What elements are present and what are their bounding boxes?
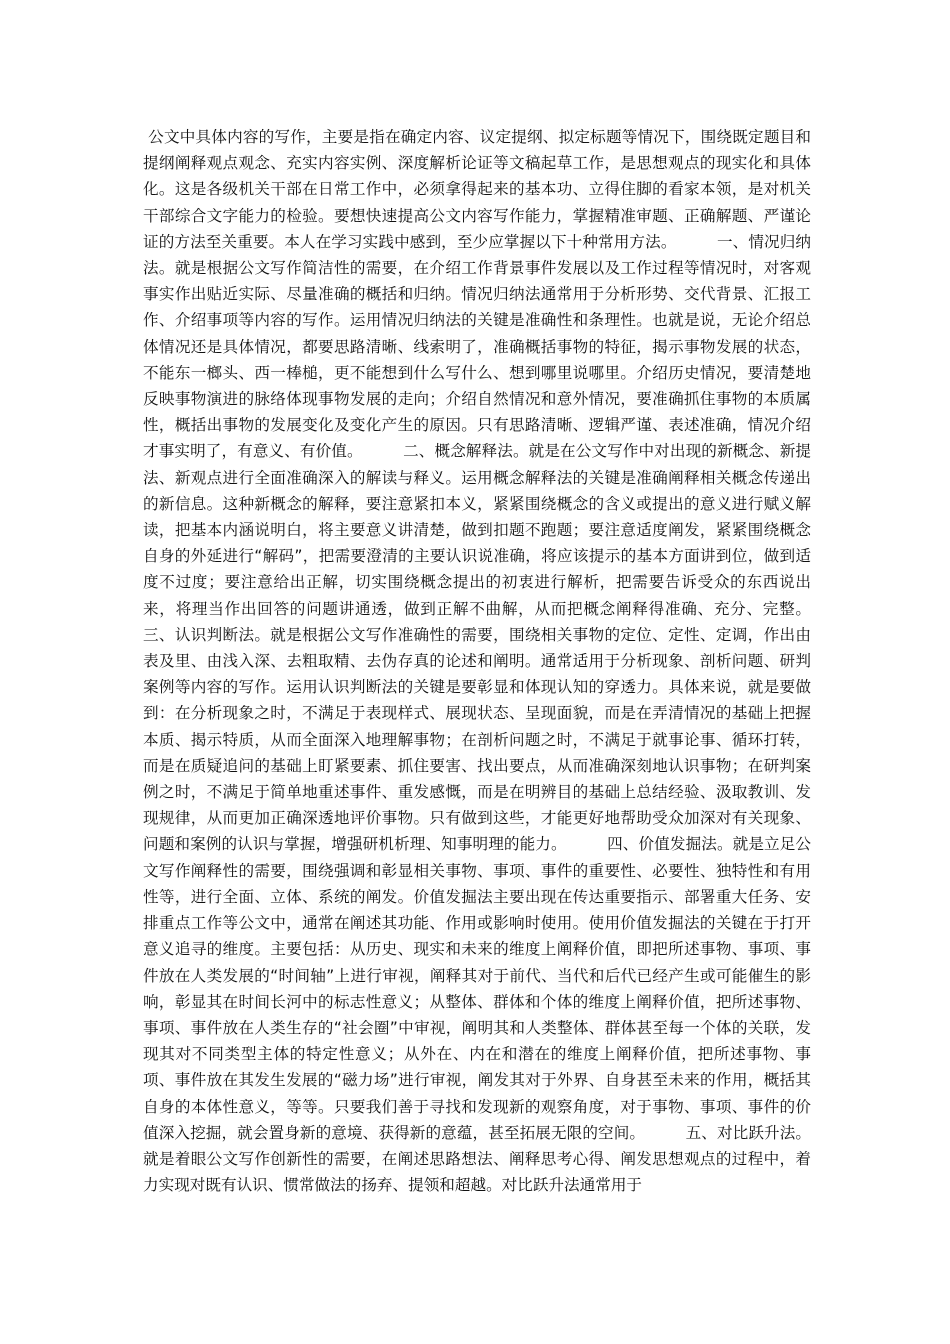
document-body-text: 公文中具体内容的写作，主要是指在确定内容、议定提纲、拟定标题等情况下，围绕既定题目和提纲阐释观点观念、充实内容实例、深度解析论证等文稿起草工作，是思想观点的现实化和具体化。这是各级机关干部在日常工作中，必须拿得起来的基本功、立得住脚的看家本领，是对机关干部综合文字能力的检验。要想快速提高公文内容写作能力，掌握精准审题、正确解题、严谨论证的方法至关重要。本人在学习实践中感到，至少应掌握以下十种常用方法。 一、情况归纳法。就是根据公文写作简洁性的需要，在介绍工作背景事件发展以及工作过程等情况时，对客观事实作出贴近实际、尽量准确的概括和归纳。情况归纳法通常用于分析形势、交代背景、汇报工作、介绍事项等内容的写作。运用情况归纳法的关键是准确性和条理性。也就是说，无论介绍总体情况还是具体情况，都要思路清晰、线索明了，准确概括事物的特征，揭示事物发展的状态，不能东一榔头、西一棒槌，更不能想到什么写什么、想到哪里说哪里。介绍历史情况，要清楚地反映事物演进的脉络体现事物发展的走向；介绍自然情况和意外情况，要准确抓住事物的本质属性，概括出事物的发展变化及变化产生的原因。只有思路清晰、逻辑严谨、表述准确，情况介绍才事实明了，有意义、有价值。 二、概念解释法。就是在公文写作中对出现的新概念、新提法、新观点进行全面准确深入的解读与释义。运用概念解释法的关键是准确阐释相关概念传递出的新信息。这种新概念的解释，要注意紧扣本义，紧紧围绕概念的含义或提出的意义进行赋义解读，把基本内涵说明白，将主要意义讲清楚，做到扣题不跑题；要注意适度阐发，紧紧围绕概念自身的外延进行“解码”，把需要澄清的主要认识说准确，将应该提示的基本方面讲到位，做到适度不过度；要注意给出正解，切实围绕概念提出的初衷进行解析，把需要告诉受众的东西说出来，将理当作出回答的问题讲通透，做到正解不曲解，从而把概念阐释得准确、充分、完整。 三、认识判断法。就是根据公文写作准确性的需要，围绕相关事物的定位、定性、定调，作出由表及里、由浅入深、去粗取精、去伪存真的论述和阐明。通常适用于分析现象、剖析问题、研判案例等内容的写作。运用认识判断法的关键是要彰显和体现认知的穿透力。具体来说，就是要做到：在分析现象之时，不满足于表现样式、展现状态、呈现面貌，而是在弄清情况的基础上把握本质、揭示特质，从而全面深入地理解事物；在剖析问题之时，不满足于就事论事、循环打转，而是在质疑追问的基础上盯紧要素、抓住要害、找出要点，从而准确深刻地认识事物；在研判案例之时，不满足于简单地重述事件、重发感慨，而是在明辨目的基础上总结经验、汲取教训、发现规律，从而更加正确深透地评价事物。只有做到这些，才能更好地帮助受众加深对有关现象、问题和案例的认识与掌握，增强研机析理、知事明理的能力。 四、价值发掘法。就是立足公文写作阐释性的需要，围绕强调和彰显相关事物、事项、事件的重要性、必要性、独特性和有用性等，进行全面、立体、系统的阐发。价值发掘法主要出现在传达重要指示、部署重大任务、安排重点工作等公文中，通常在阐述其功能、作用或影响时使用。使用价值发掘法的关键在于打开意义追寻的维度。主要包括：从历史、现实和未来的维度上阐释价值，即把所述事物、事项、事件放在人类发展的“时间轴”上进行审视，阐释其对于前代、当代和后代已经产生或可能催生的影响，彰显其在时间长河中的标志性意义；从整体、群体和个体的维度上阐释价值，把所述事物、事项、事件放在人类生存的“社会圈”中审视，阐明其和人类整体、群体甚至每一个体的关联，发现其对不同类型主体的特定性意义；从外在、内在和潜在的维度上阐释价值，把所述事物、事项、事件放在其发生发展的“磁力场”进行审视，阐发其对于外界、自身甚至未来的作用，概括其自身的本体性意义，等等。只要我们善于寻找和发现新的观察角度，对于事物、事项、事件的价值深入挖掘，就会置身新的意境、获得新的意蕴，甚至拓展无限的空间。 五、对比跃升法。就是着眼公文写作创新性的需要，在阐述思路想法、阐释思考心得、阐发思想观点的过程中，着力实现对既有认识、惯常做法的扬弃、提领和超越。对比跃升法通常用于 <box>143 128 851 1195</box>
document-page <box>143 124 851 1234</box>
